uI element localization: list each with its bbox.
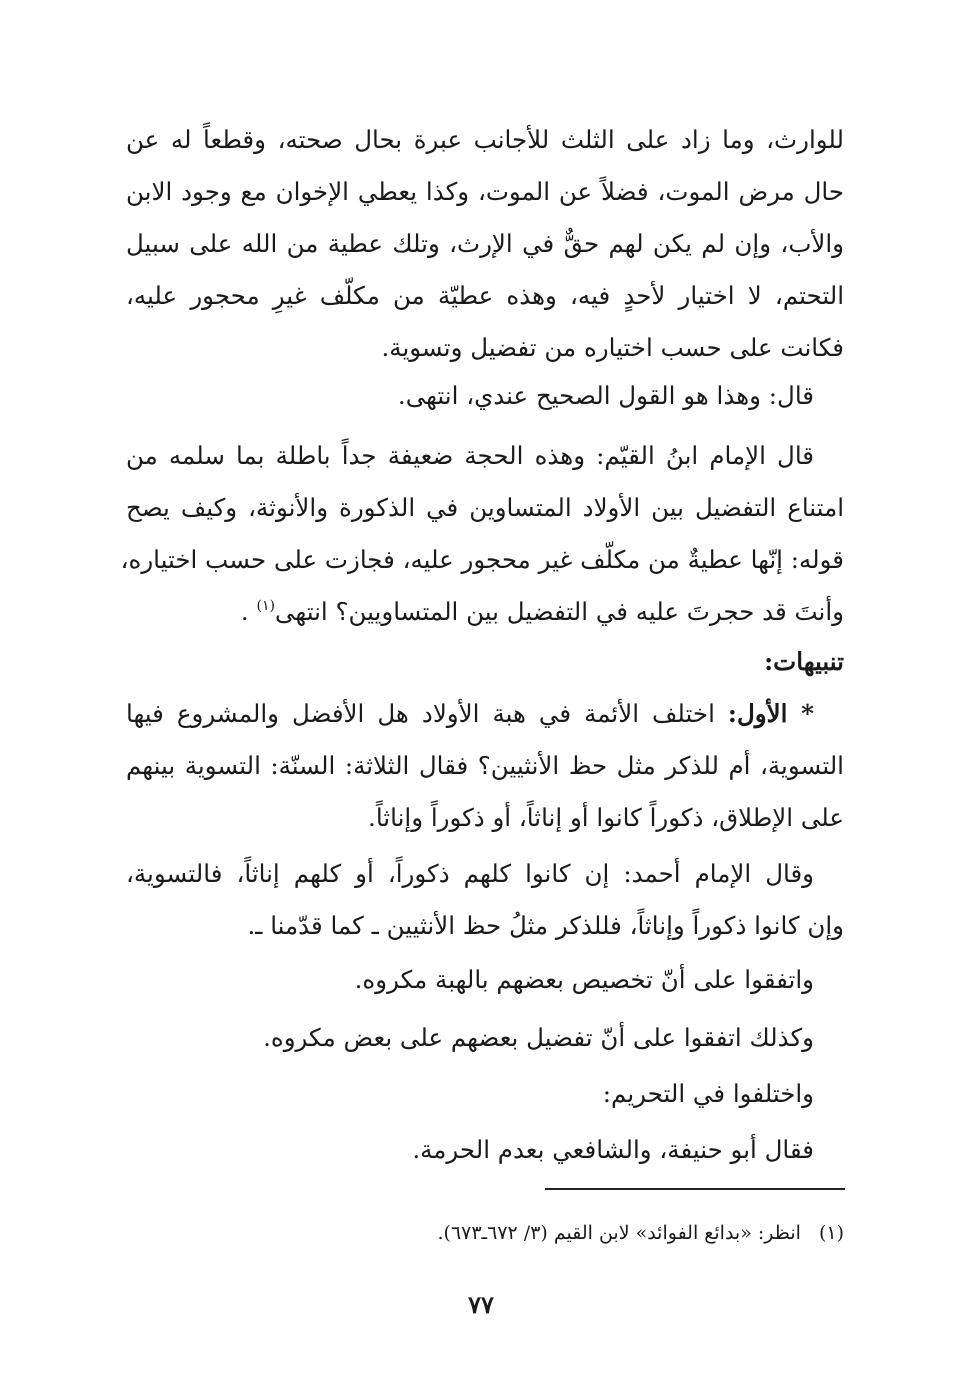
page-number: ٧٧ — [468, 1290, 494, 1319]
text-segment: وأنتَ قد حجرتَ عليه في التفضيل بين المتساويين؟ انتهى — [274, 597, 844, 626]
text-line: قال الإمام ابنُ القيّم: وهذه الحجة ضعيفة جداً باطلة بما سلمه من — [126, 441, 814, 470]
bold-lead: * الأول: — [727, 699, 814, 728]
text-line: واتفقوا على أنّ تخصيص بعضهم بالهبة مكروه. — [354, 965, 814, 994]
text-line: للوارث، وما زاد على الثلث للأجانب عبرة بحال صحته، وقطعاً له عن — [126, 125, 844, 154]
footnote-number: (١) — [818, 1222, 844, 1244]
text-line: واختلفوا في التحريم: — [602, 1079, 814, 1108]
text-line: حال مرض الموت، فضلاً عن الموت، وكذا يعطي الإخوان مع وجود الابن — [126, 177, 844, 206]
text-line: فقال أبو حنيفة، والشافعي بعدم الحرمة. — [412, 1135, 814, 1164]
text-segment: . — [240, 597, 249, 626]
footnote — [437, 1218, 844, 1248]
paragraph-6 — [126, 954, 844, 1006]
text-line: قال: وهذا هو القول الصحيح عندي، انتهى. — [397, 381, 814, 410]
footnote-reference[interactable]: (١) — [256, 598, 275, 614]
paragraph-1 — [126, 114, 844, 374]
text-line — [126, 586, 844, 638]
paragraph-3 — [120, 430, 844, 638]
heading-text: تنبيهات: — [764, 647, 844, 676]
paragraph-8 — [126, 1068, 844, 1120]
text-line: والأب، وإن لم يكن لهم حقٌّ في الإرث، وتلك عطية من الله على سبيل — [126, 229, 844, 258]
text-line: امتناع التفضيل بين الأولاد المتساوين في الذكورة والأنوثة، وكيف يصح — [126, 493, 844, 522]
paragraph-9 — [126, 1124, 844, 1176]
footnote-separator — [545, 1188, 845, 1190]
text-line: وإن كانوا ذكوراً وإناثاً، فللذكر مثلُ حظ الأنثيين ـ كما قدّمنا ـ. — [247, 911, 844, 940]
footnote-text: انظر: «بدائع الفوائد» لابن القيم (٣/ ٦٧٢ـ٦٧٣). — [437, 1222, 801, 1244]
text-line: التسوية، أم للذكر مثل حظ الأنثيين؟ فقال الثلاثة: السنّة: التسوية بينهم — [126, 751, 844, 780]
text-line: وكذلك اتفقوا على أنّ تفضيل بعضهم على بعض مكروه. — [263, 1023, 814, 1052]
paragraph-7 — [126, 1012, 844, 1064]
text-line: فكانت على حسب اختياره من تفضيل وتسوية. — [381, 333, 844, 362]
text-line: على الإطلاق، ذكوراً كانوا أو إناثاً، أو ذكوراً وإناثاً. — [368, 803, 844, 832]
paragraph-4 — [126, 688, 844, 844]
text-line: قوله: إنّها عطيةٌ من مكلّف غير محجور عليه، فجازت على حسب اختياره، — [120, 545, 844, 574]
text-line: وقال الإمام أحمد: إن كانوا كلهم ذكوراً، أو كلهم إناثاً، فالتسوية، — [126, 859, 814, 888]
text-segment: اختلف الأئمة في هبة الأولاد هل الأفضل والمشروع فيها — [126, 699, 715, 728]
text-line: التحتم، لا اختيار لأحدٍ فيه، وهذه عطيّة من مكلّف غيرِ محجور عليه، — [126, 281, 844, 310]
text-line — [126, 688, 844, 740]
section-heading — [126, 636, 844, 688]
paragraph-5 — [126, 848, 844, 952]
paragraph-2 — [126, 370, 844, 422]
